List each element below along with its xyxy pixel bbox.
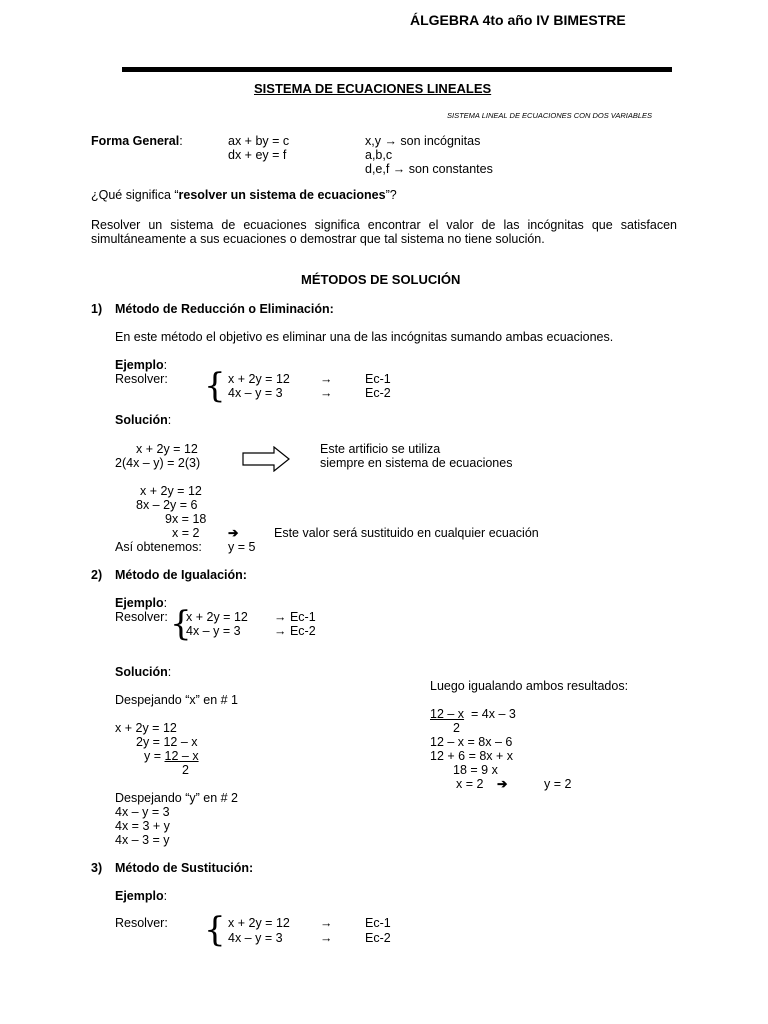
method2-eq-2: 4x – y = 3 [186,624,241,638]
method1-arrow-2-icon: → [320,386,333,400]
method2-line-1: x + 2y = 12 [115,721,177,735]
method2-brace-icon: { [170,604,192,644]
method3-number: 3) [91,861,103,875]
method1-example-label: Ejemplo: [115,358,168,372]
general-note-abc: a,b,c [365,148,393,162]
question-line: ¿Qué significa “resolver un sistema de ecuaciones”? [91,188,397,202]
general-eq-1: ax + by = c [228,134,290,148]
method1-bold-arrow-icon: ➔ [228,526,239,540]
general-form-label: Forma General: [91,134,183,148]
method2-ec-1: → Ec-1 [274,610,316,624]
method2-clear-x: Despejando “x” en # 1 [115,693,238,707]
method2-solve-label: Resolver: [115,610,168,624]
method1-solution-label: Solución: [115,413,172,427]
page-header [410,13,626,27]
document-title: SISTEMA DE ECUACIONES LINEALES [254,81,492,96]
method3-brace-icon: { [204,910,226,950]
method1-eq-1: x + 2y = 12 [228,372,290,386]
method3-title: Método de Sustitución: [115,861,254,875]
method2-line-3: y = 12 – x [144,749,199,763]
method1-step-1: x + 2y = 12 [136,442,198,456]
big-right-arrow-icon [242,446,290,472]
general-note-constants: d,e,f → son constantes [365,162,493,176]
method2-right-5: x = 2 [456,777,484,791]
method2-title: Método de Igualación: [115,568,247,582]
answer-line-2: simultáneamente a sus ecuaciones o demostrar que tal sistema no tiene solución. [91,232,545,246]
method1-tip-1: Este artificio se utiliza [320,442,441,456]
method1-brace-icon: { [204,366,226,406]
method1-step-6: x = 2 [172,526,200,540]
method3-ec-2: Ec-2 [365,931,391,945]
document-subtitle: SISTEMA LINEAL DE ECUACIONES CON DOS VARIABLES [447,111,653,120]
method2-clear-y: Despejando “y” en # 2 [115,791,238,805]
method3-eq-2: 4x – y = 3 [228,931,283,945]
method1-number: 1) [91,302,103,316]
method2-right-1-den: 2 [453,721,460,735]
method3-arrow-1-icon: → [320,916,333,930]
method1-description: En este método el objetivo es eliminar una de las incógnitas sumando ambas ecuaciones. [115,330,614,344]
method1-tip-2: siempre en sistema de ecuaciones [320,456,513,470]
method1-eq-2: 4x – y = 3 [228,386,283,400]
header-rule [122,67,672,72]
method3-arrow-2-icon: → [320,931,333,945]
method2-right-3: 12 + 6 = 8x + x [430,749,514,763]
general-note-unknowns: x,y → son incógnitas [365,134,481,148]
method2-number: 2) [91,568,103,582]
header-grade: 4to año IV BIMESTRE [478,12,626,28]
method2-line-2: 2y = 12 – x [136,735,198,749]
method1-step-2: 2(4x – y) = 2(3) [115,456,201,470]
method2-y-1: 4x – y = 3 [115,805,170,819]
method1-step-3: x + 2y = 12 [140,484,202,498]
method2-y-3: 4x – 3 = y [115,833,170,847]
method3-ec-1: Ec-1 [365,916,391,930]
method2-right-5-y: y = 2 [544,777,572,791]
header-subject: ÁLGEBRA [410,12,479,28]
method1-ec-2: Ec-2 [365,386,391,400]
method2-example-label: Ejemplo: [115,596,168,610]
general-eq-2: dx + ey = f [228,148,287,162]
method1-step-4: 8x – 2y = 6 [136,498,198,512]
method2-right-2: 12 – x = 8x – 6 [430,735,513,749]
methods-title: MÉTODOS DE SOLUCIÓN [301,272,461,287]
method2-ec-2: → Ec-2 [274,624,316,638]
method2-bold-arrow-icon: ➔ [497,777,508,791]
method1-obtain-label: Así obtenemos: [115,540,202,554]
method1-sub-note: Este valor será sustituido en cualquier ecuación [274,526,539,540]
method3-solve-label: Resolver: [115,916,168,930]
method1-arrow-1-icon: → [320,372,333,386]
method2-right-4: 18 = 9 x [453,763,498,777]
method1-step-5: 9x = 18 [165,512,207,526]
method3-eq-1: x + 2y = 12 [228,916,290,930]
method2-solution-label: Solución: [115,665,172,679]
method1-obtain-value: y = 5 [228,540,256,554]
method2-y-2: 4x = 3 + y [115,819,170,833]
method1-solve-label: Resolver: [115,372,168,386]
method2-right-1: 12 – x = 4x – 3 [430,707,516,721]
method2-eq-1: x + 2y = 12 [186,610,248,624]
method1-title: Método de Reducción o Eliminación: [115,302,334,316]
method2-right-title: Luego igualando ambos resultados: [430,679,629,693]
method1-ec-1: Ec-1 [365,372,391,386]
answer-line-1: Resolver un sistema de ecuaciones significa encontrar el valor de las incógnitas que satisfacen [91,218,677,232]
method3-example-label: Ejemplo: [115,889,168,903]
method2-line-3-den: 2 [182,763,189,777]
